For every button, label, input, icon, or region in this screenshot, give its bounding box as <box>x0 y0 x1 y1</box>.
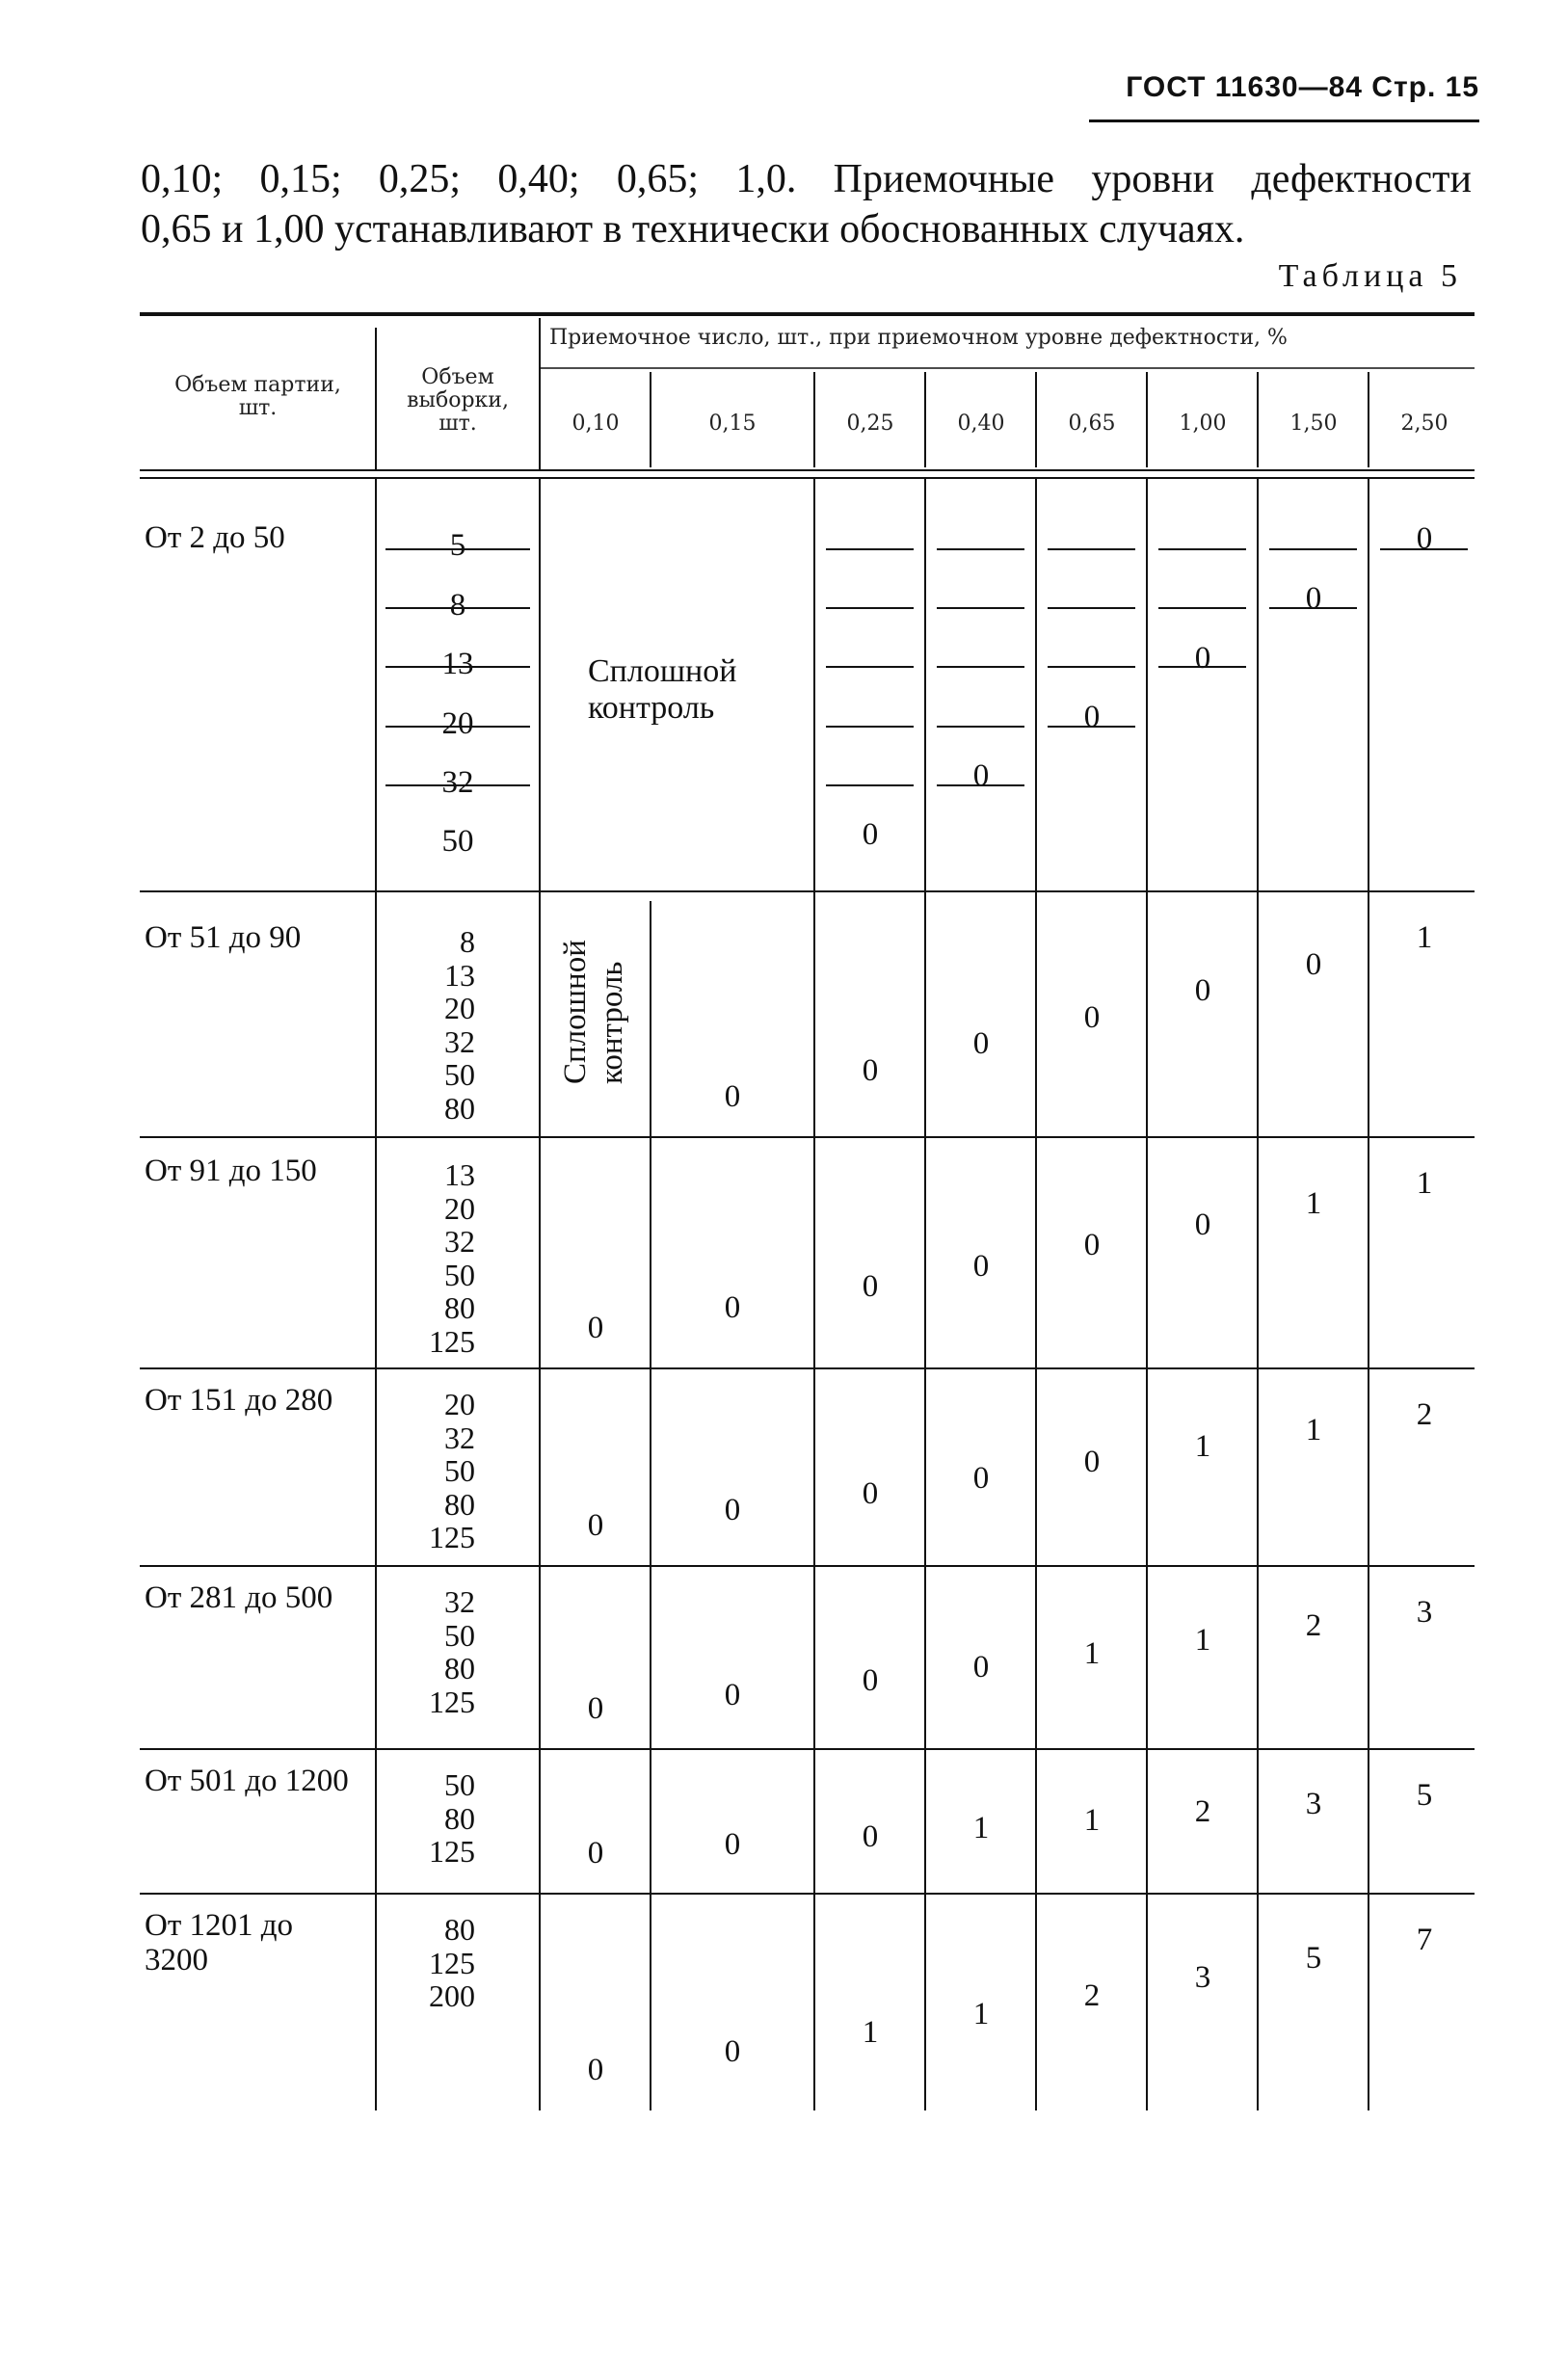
sample-size: 50 <box>444 1257 475 1292</box>
sample-size: 50 <box>444 1617 475 1653</box>
sample-size: 32 <box>444 1224 475 1259</box>
sample-size: 80 <box>444 1486 475 1522</box>
sample-size: 50 <box>444 1767 475 1802</box>
accept-number: 0 <box>972 758 990 793</box>
accept-number: 1 <box>1305 1186 1322 1221</box>
accept-number: 0 <box>724 1493 741 1527</box>
accept-number: 1 <box>862 2015 879 2050</box>
accept-number: 0 <box>724 1079 741 1114</box>
accept-number: 0 <box>1194 973 1211 1008</box>
sample-size: 125 <box>429 1684 475 1719</box>
accept-number: 2 <box>1305 1608 1322 1643</box>
accept-number: 1 <box>1416 1166 1433 1201</box>
accept-number: 0 <box>862 1663 879 1698</box>
sample-size: 50 <box>444 1453 475 1488</box>
lot-range: От 151 до 280 <box>145 1383 333 1418</box>
level-header: 0,40 <box>957 411 1005 436</box>
sample-size: 20 <box>444 991 475 1025</box>
sample-size: 5 <box>449 528 466 563</box>
sample-size: 32 <box>444 1023 475 1059</box>
level-header: 2,50 <box>1400 411 1448 436</box>
accept-number: 0 <box>587 1691 604 1726</box>
accept-number: 0 <box>1416 521 1433 556</box>
sample-size: 80 <box>444 1290 475 1325</box>
sample-size: 80 <box>444 1090 475 1126</box>
accept-number: 0 <box>972 1249 990 1284</box>
sample-size: 20 <box>444 1387 475 1421</box>
group-header: Приемочное число, шт., при приемочном уровне дефектности, % <box>549 326 1288 350</box>
accept-number: 1 <box>972 1997 990 2031</box>
accept-number: 3 <box>1194 1960 1211 1995</box>
accept-number: 7 <box>1416 1923 1433 1957</box>
accept-number: 0 <box>1305 581 1322 616</box>
accept-number: 2 <box>1194 1794 1211 1829</box>
accept-number: 2 <box>1416 1397 1433 1432</box>
accept-number: 1 <box>1416 920 1433 955</box>
accept-number: 0 <box>724 1827 741 1862</box>
accept-number: 1 <box>1083 1636 1101 1671</box>
table-caption: Таблица 5 <box>1278 258 1462 294</box>
accept-number: 1 <box>972 1811 990 1845</box>
accept-number: 0 <box>972 1650 990 1685</box>
sample-size: 32 <box>444 1584 475 1619</box>
lot-range: От 91 до 150 <box>145 1154 317 1188</box>
accept-number: 0 <box>1194 1208 1211 1242</box>
sample-size: 8 <box>460 924 475 959</box>
sample-size: 125 <box>429 1520 475 1554</box>
accept-number: 1 <box>1194 1429 1211 1464</box>
accept-number: 0 <box>972 1026 990 1061</box>
level-header: 0,25 <box>846 411 894 436</box>
sample-size: 13 <box>441 647 474 681</box>
sample-size: 125 <box>429 1945 475 1980</box>
sample-size: 13 <box>444 957 475 993</box>
sample-size: 125 <box>429 1834 475 1869</box>
accept-number: 1 <box>1083 1803 1101 1838</box>
sample-size: 80 <box>444 1800 475 1836</box>
lot-range: От 1201 до 3200 <box>145 1908 294 1977</box>
sample-size: 50 <box>444 1057 475 1092</box>
sample-size: 125 <box>429 1323 475 1359</box>
accept-number: 0 <box>862 1476 879 1511</box>
page-header: ГОСТ 11630—84 Стр. 15 <box>1126 71 1479 103</box>
sample-size: 80 <box>444 1651 475 1685</box>
sample-size: 20 <box>444 1190 475 1226</box>
accept-number: 0 <box>587 1836 604 1871</box>
full-control-label: Сплошной контроль <box>588 653 737 726</box>
level-header: 1,00 <box>1179 411 1227 436</box>
header-rule <box>1089 119 1479 122</box>
level-header: 0,15 <box>708 411 757 436</box>
accept-number: 0 <box>862 1819 879 1854</box>
lot-range: От 51 до 90 <box>145 920 302 955</box>
sample-size: 200 <box>429 1978 475 2013</box>
accept-number: 0 <box>587 2053 604 2087</box>
accept-number: 1 <box>1305 1413 1322 1447</box>
accept-number: 0 <box>862 817 879 852</box>
sample-size: 32 <box>441 765 474 800</box>
accept-number: 0 <box>1194 641 1211 676</box>
level-header: 1,50 <box>1289 411 1338 436</box>
paragraph-line-1: 0,10; 0,15; 0,25; 0,40; 0,65; 1,0. Приемочные уровни дефектности <box>141 157 1472 201</box>
accept-number: 0 <box>724 1678 741 1712</box>
accept-number: 0 <box>862 1053 879 1088</box>
full-control-label-rotated: Сплошной контроль <box>558 940 629 1084</box>
sample-size: 8 <box>449 588 466 623</box>
lot-range: От 281 до 500 <box>145 1580 333 1615</box>
sample-size: 13 <box>444 1157 475 1192</box>
accept-number: 2 <box>1083 1978 1101 2013</box>
accept-number: 0 <box>1083 1000 1101 1035</box>
intro-paragraph <box>141 154 1472 254</box>
paragraph-line-2: 0,65 и 1,00 устанавливают в технически обоснованных случаях. <box>141 207 1245 252</box>
sample-size: 50 <box>441 824 474 859</box>
accept-number: 0 <box>587 1311 604 1345</box>
accept-number: 0 <box>862 1269 879 1304</box>
accept-number: 0 <box>972 1461 990 1496</box>
accept-number: 0 <box>724 1290 741 1325</box>
lot-range: От 2 до 50 <box>145 520 285 555</box>
accept-number: 0 <box>1083 700 1101 734</box>
accept-number: 0 <box>724 2034 741 2069</box>
accept-number: 5 <box>1305 1941 1322 1976</box>
sample-size: 32 <box>444 1420 475 1455</box>
level-header: 0,65 <box>1068 411 1116 436</box>
level-header: 0,10 <box>571 411 620 436</box>
accept-number: 1 <box>1194 1623 1211 1658</box>
accept-number: 0 <box>1083 1445 1101 1479</box>
accept-number: 3 <box>1416 1595 1433 1630</box>
accept-number: 0 <box>1083 1228 1101 1262</box>
accept-number: 0 <box>587 1508 604 1543</box>
accept-number: 0 <box>1305 947 1322 982</box>
accept-number: 5 <box>1416 1778 1433 1813</box>
lot-range: От 501 до 1200 <box>145 1764 349 1798</box>
col-lot-header: Объем партии, шт. <box>174 373 341 420</box>
col-sample-header: Объем выборки, шт. <box>407 365 509 436</box>
accept-number: 3 <box>1305 1787 1322 1821</box>
sample-size: 80 <box>444 1912 475 1947</box>
sample-size: 20 <box>441 706 474 741</box>
